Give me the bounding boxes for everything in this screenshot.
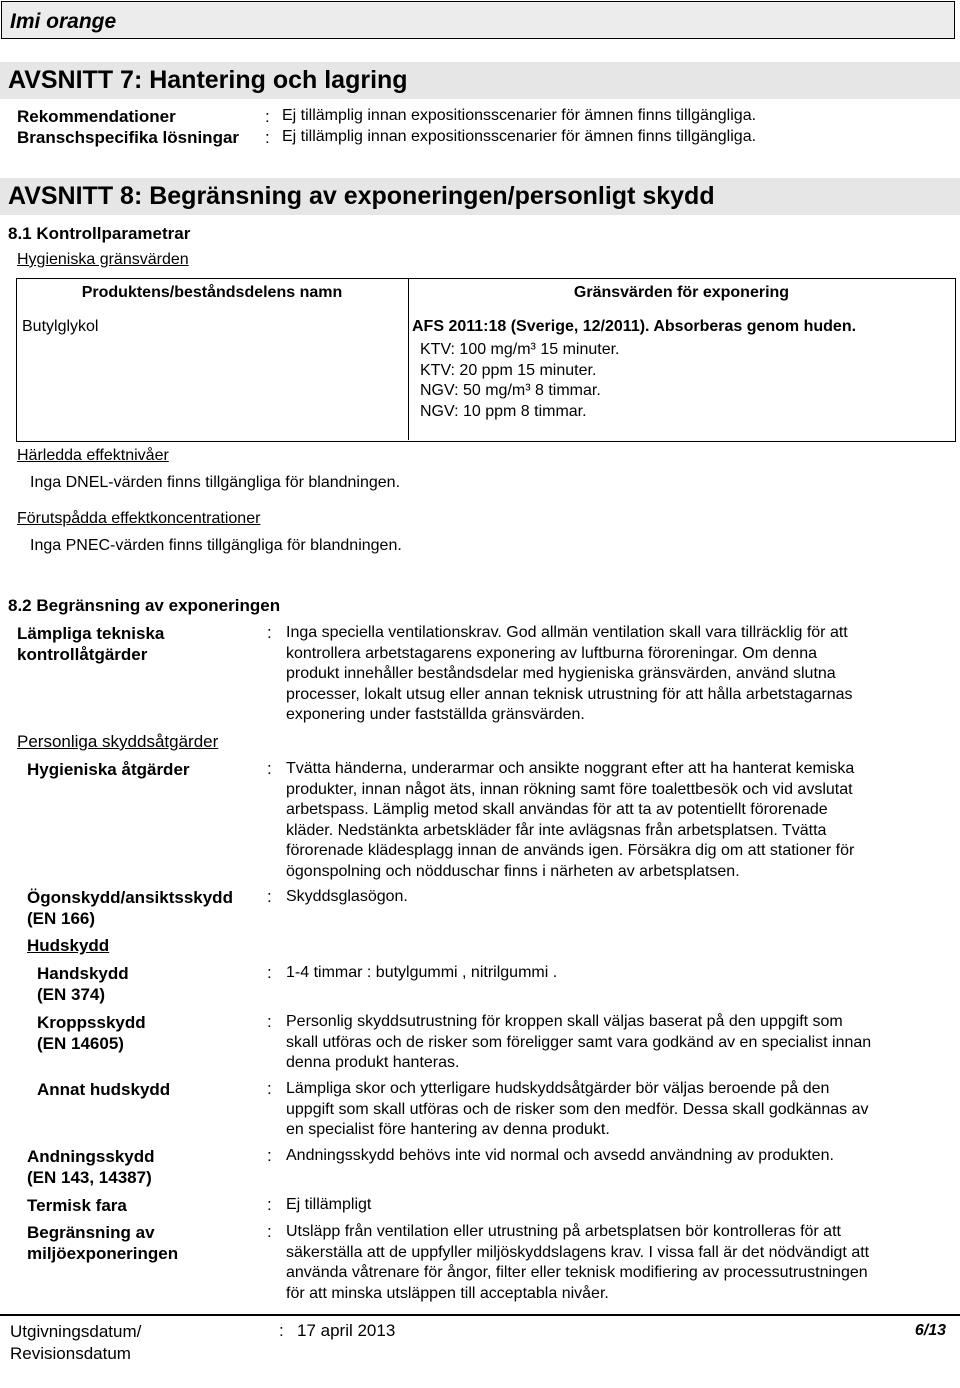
hygiene-measures-label: Hygieniska åtgärder — [27, 760, 190, 779]
colon: : — [265, 107, 270, 126]
text-line: ögonspolning och nödduschar finns i närheten av arbetsplatsen. — [286, 862, 740, 880]
footer-rule — [0, 1314, 960, 1316]
colon: : — [267, 1079, 272, 1098]
dnel-heading: Härledda effektnivåer — [17, 447, 169, 464]
text-line: Utsläpp från ventilation eller utrustning på arbetsplatsen bör kontrolleras för att — [286, 1223, 841, 1240]
product-name: Imi orange — [10, 10, 117, 33]
colon: : — [267, 759, 272, 778]
s7-row-value: Ej tillämplig innan expositionsscenarier för ämnen finns tillgängliga. — [282, 128, 757, 145]
text-line: en specialist före hantering av denna produkt. — [286, 1121, 610, 1138]
label-line: (EN 14605) — [37, 1034, 124, 1053]
hand-protection-value: 1-4 timmar : butylgummi , nitrilgummi . — [286, 964, 558, 981]
limit-item: KTV: 100 mg/m³ 15 minuter. — [420, 341, 620, 358]
text-line: Personlig skyddsutrustning för kroppen skall väljas baserat på den uppgift som — [286, 1013, 843, 1030]
eye-protection-label — [27, 887, 233, 929]
table-col-header-name: Produktens/beståndsdelens namn — [81, 284, 343, 301]
colon: : — [267, 1012, 272, 1031]
substance-name: Butylglykol — [22, 318, 99, 335]
thermal-hazard-label: Termisk fara — [27, 1196, 127, 1215]
page-number: 6/13 — [914, 1322, 946, 1339]
respiratory-protection-value: Andningsskydd behövs inte vid normal och avsedd användning av produkten. — [286, 1147, 834, 1164]
colon: : — [279, 1321, 284, 1340]
body-protection-label — [37, 1012, 146, 1054]
document-header — [1, 1, 955, 39]
environment-label — [27, 1222, 178, 1264]
text-line: denna produkt hanteras. — [286, 1054, 460, 1071]
footer-date-value: 17 april 2013 — [297, 1321, 396, 1340]
text-line: för att minska utsläppen till acceptabla nivåer. — [286, 1284, 609, 1302]
skin-protection-heading: Hudskydd — [27, 936, 110, 955]
table-divider — [408, 278, 409, 440]
label-line: (EN 143, 14387) — [27, 1168, 152, 1187]
body-protection-value — [286, 1012, 871, 1074]
dnel-text: Inga DNEL-värden finns tillgängliga för blandningen. — [30, 474, 401, 491]
colon: : — [267, 1222, 272, 1241]
hygiene-measures-value — [286, 759, 854, 882]
section-8-title: AVSNITT 8: Begränsning av exponeringen/personligt skydd — [0, 178, 960, 215]
text-line: säkerställa att de uppfyller miljöskyddslagens krav. I vissa fall är det nödvändigt att — [286, 1243, 870, 1261]
pnec-heading: Förutspådda effektkoncentrationer — [17, 510, 261, 527]
respiratory-protection-label — [27, 1146, 155, 1188]
limit-title: AFS 2011:18 (Sverige, 12/2011). Absorberas genom huden. — [412, 318, 857, 335]
tech-controls-label — [17, 623, 164, 665]
text-line: skall utföras och de risker som föreligger samt vara godkänd av en specialist innan — [286, 1033, 872, 1051]
other-skin-label: Annat hudskydd — [37, 1080, 171, 1099]
footer-date-label — [10, 1321, 141, 1365]
colon: : — [267, 887, 272, 906]
text-line: produkt innehåller beståndsdelar med hygieniska gränsvärden, använd slutna — [286, 665, 836, 682]
text-line: processer, lokalt utsug eller annan teknisk utrustning för att hålla arbetstagarnas — [286, 685, 853, 703]
subsection-8-1: 8.1 Kontrollparametrar — [8, 224, 191, 243]
section-7-title: AVSNITT 7: Hantering och lagring — [0, 62, 960, 99]
text-line: kläder. Nedstänkta arbetskläder får inte avlägsnas från arbetsplatsen. Tvätta — [286, 821, 827, 839]
limit-list — [420, 340, 619, 422]
tech-controls-value — [286, 623, 853, 726]
label-line: (EN 374) — [37, 985, 106, 1004]
label-line: kontrollåtgärder — [17, 645, 148, 664]
text-line: exponering under fastställda gränsvärden. — [286, 706, 585, 723]
label-line: (EN 166) — [27, 909, 96, 928]
label-line: Begränsning av — [27, 1223, 155, 1242]
label-line: Lämpliga tekniska — [17, 624, 165, 643]
thermal-hazard-value: Ej tillämpligt — [286, 1196, 372, 1213]
text-line: Inga speciella ventilationskrav. God allmän ventilation skall vara tillräcklig för att — [286, 624, 848, 641]
colon: : — [267, 963, 272, 982]
limit-item: NGV: 10 ppm 8 timmar. — [420, 402, 587, 420]
s7-row-label: Rekommendationer — [17, 107, 176, 126]
text-line: uppgift som skall utföras och de risker som den medför. Dessa skall godkännas av — [286, 1100, 869, 1118]
limit-item: KTV: 20 ppm 15 minuter. — [420, 361, 597, 379]
label-line: Revisionsdatum — [10, 1344, 131, 1363]
environment-value — [286, 1222, 869, 1304]
hygiene-limits-heading: Hygieniska gränsvärden — [17, 251, 189, 268]
text-line: produkter, innan något äts, innan rökning samt före toalettbesök och vid avslutat — [286, 780, 853, 798]
eye-protection-value: Skyddsglasögon. — [286, 888, 408, 905]
s7-row-value: Ej tillämplig innan expositionsscenarier för ämnen finns tillgängliga. — [282, 107, 757, 124]
label-line: Andningsskydd — [27, 1147, 155, 1166]
label-line: Kroppsskydd — [37, 1013, 146, 1032]
label-line: miljöexponeringen — [27, 1244, 179, 1263]
pnec-text: Inga PNEC-värden finns tillgängliga för blandningen. — [30, 537, 402, 554]
text-line: kontrollera arbetstagarens exponering av luftburna föroreningar. Om denna — [286, 644, 817, 662]
hand-protection-label — [37, 963, 129, 1005]
other-skin-value — [286, 1079, 869, 1141]
label-line: Handskydd — [37, 964, 129, 983]
colon: : — [267, 623, 272, 642]
label-line: Ögonskydd/ansiktsskydd — [27, 888, 233, 907]
text-line: Lämpliga skor och ytterligare hudskyddsåtgärder bör väljas beroende på den — [286, 1080, 830, 1097]
colon: : — [265, 128, 270, 147]
label-line: Utgivningsdatum/ — [10, 1322, 142, 1341]
s7-row-label: Branschspecifika lösningar — [17, 128, 240, 147]
text-line: förorenade klädesplagg innan de används igen. Försäkra dig om att stationer för — [286, 842, 855, 859]
table-col-header-limits: Gränsvärden för exponering — [573, 284, 790, 301]
text-line: använda våtrenare för ångor, filter eller teknisk modifiering av processutrustningen — [286, 1264, 868, 1281]
colon: : — [267, 1195, 272, 1214]
limit-item: NGV: 50 mg/m³ 8 timmar. — [420, 382, 601, 399]
subsection-8-2: 8.2 Begränsning av exponeringen — [8, 596, 281, 615]
text-line: Tvätta händerna, underarmar och ansikte noggrant efter att ha hanterat kemiska — [286, 760, 855, 777]
personal-protection-heading: Personliga skyddsåtgärder — [17, 732, 219, 751]
text-line: arbetspass. Lämplig metod skall användas för att ta av potentiellt förorenade — [286, 801, 828, 818]
colon: : — [267, 1146, 272, 1165]
